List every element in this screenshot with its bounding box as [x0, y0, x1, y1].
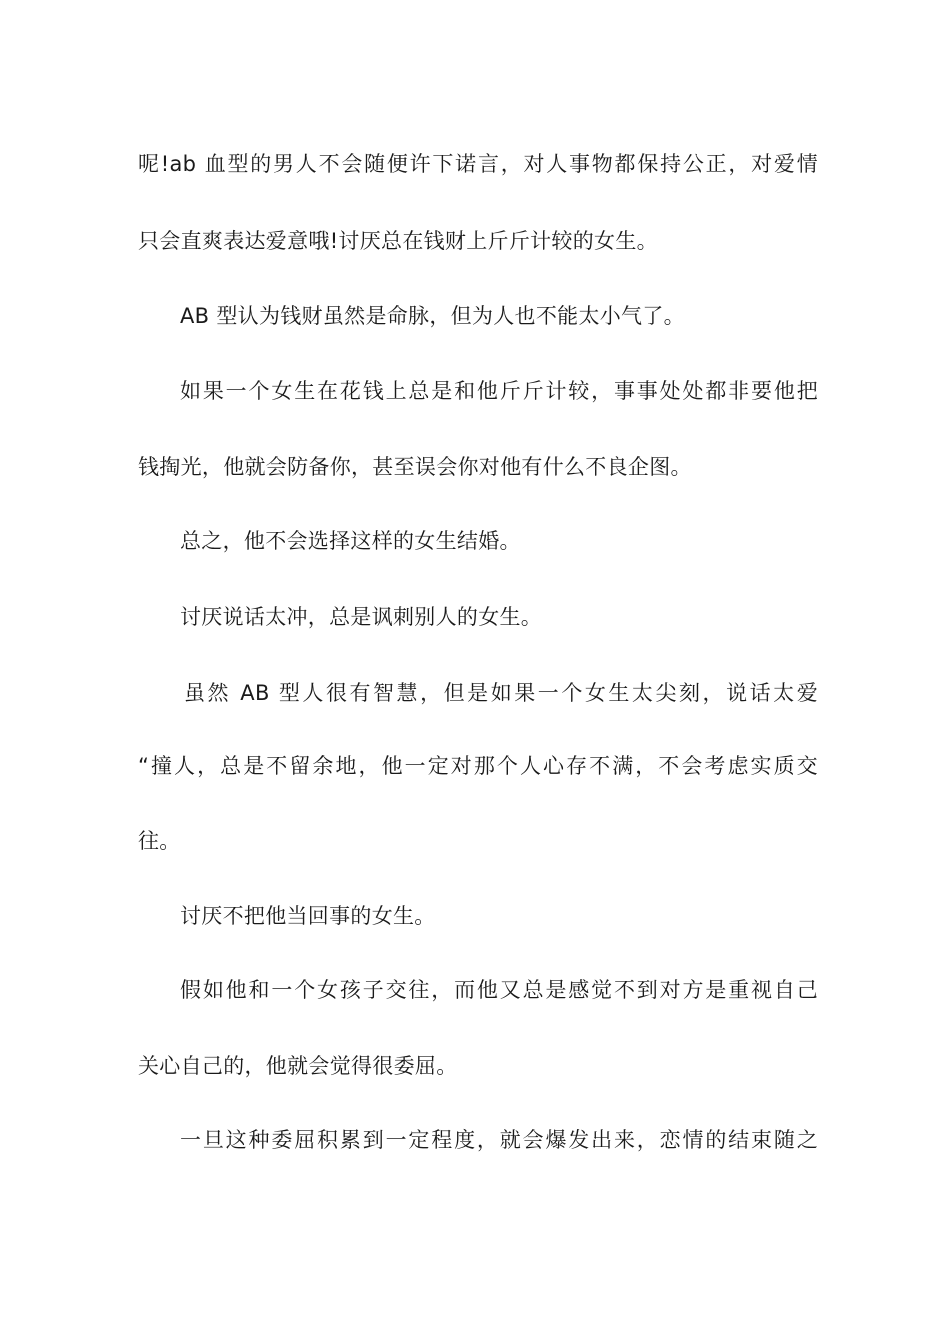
text-line-6: 总之，他不会选择这样的女生结婚。 — [180, 529, 521, 553]
text-line-10: 往。 — [138, 829, 181, 853]
text-line-14: 一旦这种委屈积累到一定程度，就会爆发出来，恋情的结束随之 — [180, 1128, 818, 1152]
text-line-1: 呢!ab 血型的男人不会随便许下诺言，对人事物都保持公正，对爱情 — [138, 152, 818, 176]
text-line-4: 如果一个女生在花钱上总是和他斤斤计较，事事处处都非要他把 — [180, 379, 818, 403]
text-line-7: 讨厌说话太冲，总是讽刺别人的女生。 — [180, 605, 543, 629]
text-line-11: 讨厌不把他当回事的女生。 — [180, 904, 436, 928]
text-line-13: 关心自己的，他就会觉得很委屈。 — [138, 1054, 458, 1078]
text-line-9: “撞人，总是不留余地，他一定对那个人心存不满，不会考虑实质交 — [138, 754, 818, 778]
text-line-3: AB 型认为钱财虽然是命脉，但为人也不能太小气了。 — [180, 304, 685, 328]
text-line-12: 假如他和一个女孩子交往，而他又总是感觉不到对方是重视自己 — [180, 978, 818, 1002]
text-line-8: 虽然 AB 型人很有智慧，但是如果一个女生太尖刻，说话太爱 — [184, 681, 818, 705]
text-line-5: 钱掏光，他就会防备你，甚至误会你对他有什么不良企图。 — [138, 455, 692, 479]
text-line-2: 只会直爽表达爱意哦!讨厌总在钱财上斤斤计较的女生。 — [138, 229, 658, 253]
